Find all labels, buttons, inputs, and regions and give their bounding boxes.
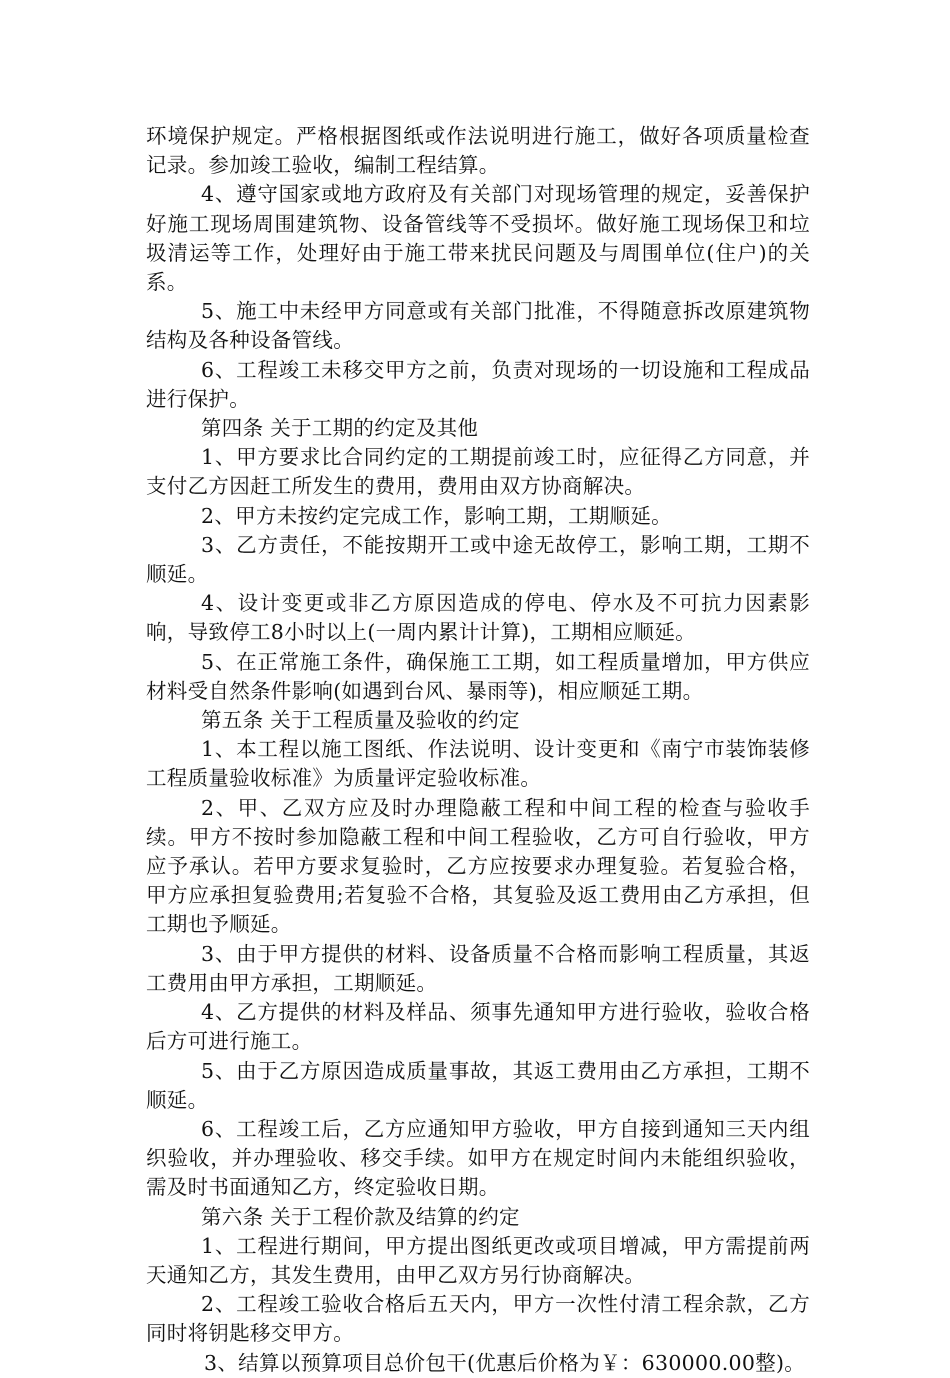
article-4-item-4: 4、设计变更或非乙方原因造成的停电、停水及不可抗力因素影响，导致停工8小时以上(一周内累计计算)，工期相应顺延。: [146, 591, 810, 645]
section-heading-article-5: 第五条 关于工程质量及验收的约定: [201, 708, 520, 733]
article-5-item-4: 4、乙方提供的材料及样品、须事先通知甲方进行验收，验收合格后方可进行施工。: [146, 1000, 810, 1054]
article-5-item-1: 1、本工程以施工图纸、作法说明、设计变更和《南宁市装饰装修工程质量验收标准》为质量评定验收标准。: [146, 737, 810, 791]
document-body: [146, 122, 810, 1378]
clause-item-4: 4、遵守国家或地方政府及有关部门对现场管理的规定，妥善保护好施工现场周围建筑物、设备管线等不受损坏。做好施工现场保卫和垃圾清运等工作，处理好由于施工带来扰民问题及与周围单位(住户)的关系。: [146, 182, 810, 295]
section-heading-article-4: 第四条 关于工期的约定及其他: [201, 416, 479, 441]
clause-item-5: 5、施工中未经甲方同意或有关部门批准，不得随意拆改原建筑物结构及各种设备管线。: [146, 299, 810, 353]
article-5-item-6: 6、工程竣工后，乙方应通知甲方验收，甲方自接到通知三天内组织验收，并办理验收、移交手续。如甲方在规定时间内未能组织验收，需及时书面通知乙方，终定验收日期。: [146, 1116, 810, 1200]
section-heading-article-6: 第六条 关于工程价款及结算的约定: [201, 1204, 520, 1229]
article-5-item-5: 5、由于乙方原因造成质量事故，其返工费用由乙方承担，工期不顺延。: [146, 1058, 810, 1112]
article-6-item-1: 1、工程进行期间，甲方提出图纸更改或项目增减，甲方需提前两天通知乙方，其发生费用，由甲乙双方另行协商解决。: [146, 1233, 810, 1287]
article-4-item-1: 1、甲方要求比合同约定的工期提前竣工时，应征得乙方同意，并支付乙方因赶工所发生的费用，费用由双方协商解决。: [146, 445, 810, 499]
article-4-item-2: 2、甲方未按约定完成工作，影响工期，工期顺延。: [201, 503, 672, 528]
paragraph-continuation: 环境保护规定。严格根据图纸或作法说明进行施工，做好各项质量检查记录。参加竣工验收，编制工程结算。: [146, 124, 810, 178]
article-5-item-2: 2、甲、乙双方应及时办理隐蔽工程和中间工程的检查与验收手续。甲方不按时参加隐蔽工程和中间工程验收，乙方可自行验收，甲方应予承认。若甲方要求复验时，乙方应按要求办理复验。若复验合格，甲方应承担复验费用;若复验不合格，其复验及返工费用由乙方承担，但工期也予顺延。: [146, 795, 810, 937]
article-6-item-3: 3、结算以预算项目总价包干(优惠后价格为￥：630000.00整)。: [204, 1350, 806, 1375]
clause-item-6: 6、工程竣工未移交甲方之前，负责对现场的一切设施和工程成品进行保护。: [146, 357, 810, 411]
article-4-item-5: 5、在正常施工条件，确保施工工期，如工程质量增加，甲方供应材料受自然条件影响(如遇到台风、暴雨等)，相应顺延工期。: [146, 649, 810, 703]
article-4-item-3: 3、乙方责任，不能按期开工或中途无故停工，影响工期，工期不顺延。: [146, 532, 810, 587]
article-6-item-2: 2、工程竣工验收合格后五天内，甲方一次性付清工程余款，乙方同时将钥匙移交甲方。: [146, 1292, 810, 1346]
article-5-item-3: 3、由于甲方提供的材料、设备质量不合格而影响工程质量，其返工费用由甲方承担，工期顺延。: [146, 941, 810, 995]
